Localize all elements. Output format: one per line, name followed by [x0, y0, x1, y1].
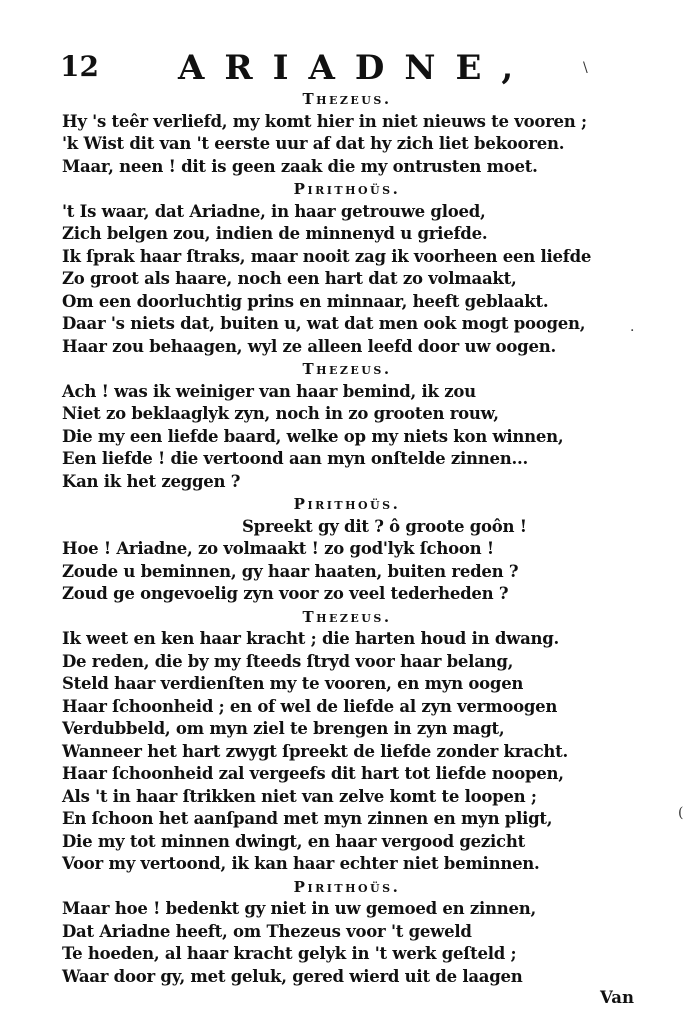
speaker-name: Pirithoüs.	[293, 180, 401, 198]
verse-line: Waar door gy, met geluk, gered wierd uit de laagen	[62, 966, 523, 986]
speaker-name: Pirithoüs.	[293, 877, 401, 896]
verse-line: Als 't in haar ſtrikken niet van zelve komt te loopen ;	[62, 786, 537, 806]
verse-line: Maar hoe ! bedenkt gy niet in uw gemoed en zinnen,	[62, 899, 537, 918]
page-header	[60, 48, 620, 92]
verse-line: Hy 's teêr verliefd, my komt hier in niet nieuws te vooren ;	[62, 111, 587, 131]
verse-line: Een liefde ! die vertoond aan myn onſtelde zinnen...	[62, 449, 528, 468]
verse-line: Haar zou behaagen, wyl ze alleen leefd door uw oogen.	[62, 336, 556, 356]
margin-mark: ·	[630, 323, 635, 339]
verse-line: Die my tot minnen dwingt, en haar vergood gezicht	[62, 831, 525, 851]
speaker-name: Pirithoüs.	[293, 495, 401, 513]
verse-line: Te hoeden, al haar kracht gelyk in 't werk geſteld ;	[62, 944, 517, 963]
verse-line: Voor my vertoond, ik kan haar echter niet beminnen.	[62, 854, 540, 873]
verse-line: Die my een liefde baard, welke op my niets kon winnen,	[62, 426, 564, 446]
catchword: Van	[600, 988, 634, 1007]
speaker-name: Thezeus.	[302, 607, 392, 626]
speaker-name: Thezeus.	[302, 90, 392, 108]
verse-line: Zo groot als haare, noch een hart dat zo volmaakt,	[62, 269, 517, 288]
verse-line: Spreekt gy dit ? ô groote goôn !	[242, 516, 527, 536]
running-title: ARIADNE,	[178, 48, 534, 88]
verse-line: Ik weet en ken haar kracht ; die harten houd in dwang.	[62, 629, 560, 648]
verse-line: Om een doorluchtig prins en minnaar, heeft geblaakt.	[62, 291, 549, 311]
verse-line: Steld haar verdienſten my te vooren, en myn oogen	[62, 674, 524, 693]
verse-line: Ik ſprak haar ſtraks, maar nooit zag ik voorheen een liefde	[62, 246, 592, 266]
verse-line: Maar, neen ! dit is geen zaak die my ontrusten moet.	[62, 156, 538, 176]
verse-line: Verdubbeld, om myn ziel te brengen in zyn magt,	[62, 719, 505, 738]
verse-line: En ſchoon het aanſpand met myn zinnen en myn pligt,	[62, 809, 553, 828]
verse-line: Ach ! was ik weiniger van haar bemind, ik zou	[62, 381, 476, 401]
verse-line: De reden, die by my ſteeds ſtryd voor haar belang,	[62, 651, 514, 671]
verse-line: 't Is waar, dat Ariadne, in haar getrouwe gloed,	[62, 201, 486, 221]
verse-line: Daar 's niets dat, buiten u, wat dat men ook mogt poogen,	[62, 314, 586, 333]
page-number: 12	[60, 50, 99, 83]
verse-line: Wanneer het hart zwygt ſpreekt de liefde zonder kracht.	[62, 741, 569, 761]
margin-mark: (	[678, 805, 684, 821]
margin-mark: \	[583, 60, 588, 76]
verse-line: Niet zo beklaaglyk zyn, noch in zo grooten rouw,	[62, 404, 499, 423]
verse-line: 'k Wist dit van 't eerste uur af dat hy zich liet bekooren.	[62, 134, 565, 153]
verse-line: Zich belgen zou, indien de minnenyd u griefde.	[62, 224, 488, 243]
verse-line: Hoe ! Ariadne, zo volmaakt ! zo god'lyk ſchoon !	[62, 539, 494, 558]
speaker-name: Thezeus.	[302, 360, 392, 378]
verse-line: Dat Ariadne heeft, om Thezeus voor 't geweld	[62, 921, 472, 941]
verse-line: Kan ik het zeggen ?	[62, 471, 241, 491]
verse-line: Haar ſchoonheid ; en of wel de liefde al zyn vermoogen	[62, 696, 558, 716]
play-text	[62, 88, 635, 988]
verse-line: Zoude u beminnen, gy haar haaten, buiten reden ?	[62, 561, 519, 581]
verse-line: Zoud ge ongevoelig zyn voor zo veel tederheden ?	[62, 584, 509, 603]
verse-line: Haar ſchoonheid zal vergeefs dit hart tot liefde noopen,	[62, 764, 564, 783]
